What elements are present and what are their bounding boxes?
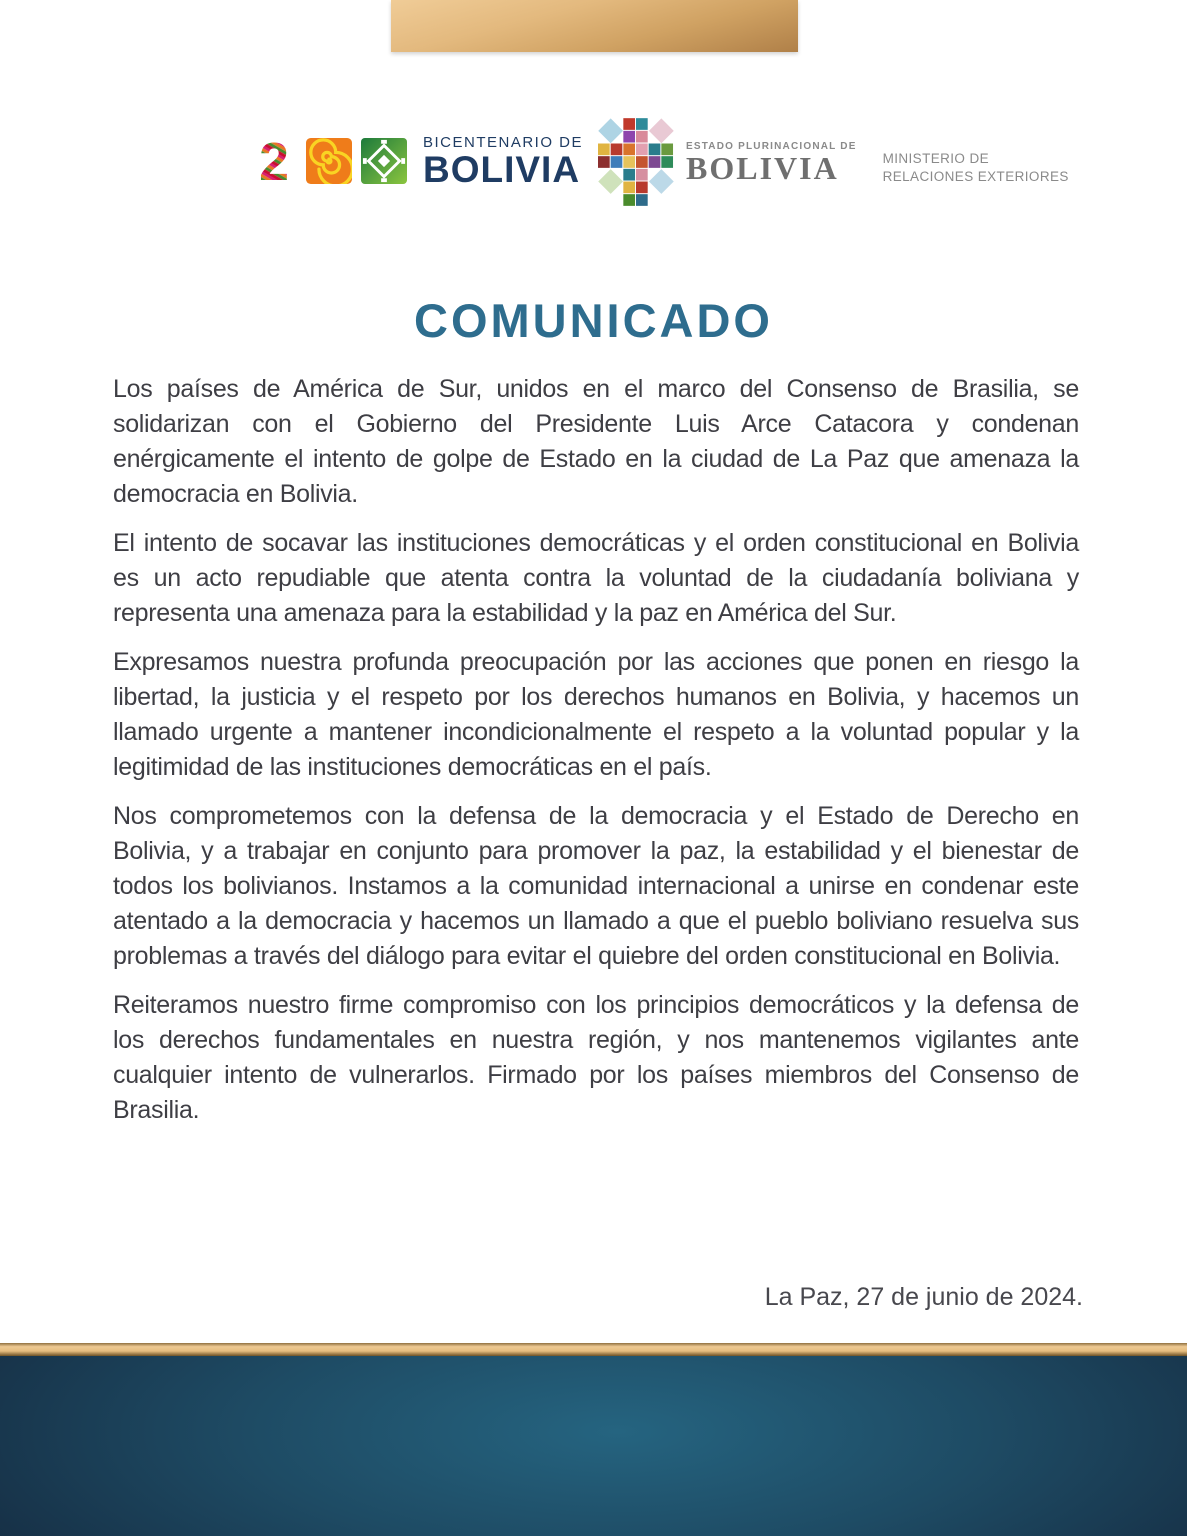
paragraph-3: Expresamos nuestra profunda preocupación por las acciones que ponen en riesgo la libertad, la justicia y el respeto por los derechos humanos en Bolivia, y hacemos un llamado urgente a mantener incondicionalmente el respeto a la voluntad popular y la legitimidad de las instituciones democráticas en el país. xyxy=(113,648,1079,781)
top-gold-bar xyxy=(391,0,798,52)
estado-plurinacional-logo xyxy=(598,118,1069,212)
footer-gold-line xyxy=(0,1343,1187,1356)
document-body xyxy=(113,372,1079,1142)
paragraph-4: Nos comprometemos con la defensa de la democracia y el Estado de Derecho en Bolivia, y a trabajar en conjunto para promover la paz, la estabilidad y el bienestar de todos los bolivianos. Instamos a la comunidad internacional a unirse en condenar este atentado a la democracia y hacemos un llamado a que el pueblo boliviano resuelva sus problemas a través del diálogo para evitar el quiebre del orden constitucional en Bolivia. xyxy=(113,802,1079,970)
ministry-label xyxy=(883,150,1069,186)
bicentenario-logo xyxy=(251,134,583,188)
estado-wordmark xyxy=(686,141,857,186)
page-title: COMUNICADO xyxy=(414,294,773,347)
ministry-line2: RELACIONES EXTERIORES xyxy=(882,169,1069,184)
dateline: La Paz, 27 de junio de 2024. xyxy=(764,1283,1083,1311)
ministry-line1: MINISTERIO DE xyxy=(882,150,990,166)
bicentenario-wordmark xyxy=(423,134,583,188)
paragraph-1: Los países de América de Sur, unidos en el marco del Consenso de Brasilia, se solidarizan con el Gobierno del Presidente Luis Arce Catacora y condenan enérgicamente el intento de golpe de Estado en la ciudad de La Paz que amenaza la democracia en Bolivia. xyxy=(113,375,1079,508)
svg-text:2: 2 xyxy=(259,138,289,184)
footer-blue-band xyxy=(0,1356,1187,1536)
estado-plurinacional-label: ESTADO PLURINACIONAL DE xyxy=(686,140,857,152)
estado-bolivia-label: BOLIVIA xyxy=(686,149,839,186)
paragraph-2: El intento de socavar las instituciones democráticas y el orden constitucional en Bolivia es un acto repudiable que atenta contra la voluntad de la ciudadanía boliviana y representa una amenaza para la estabilidad y la paz en América del Sur. xyxy=(113,529,1079,627)
paragraph-5: Reiteramos nuestro firme compromiso con los principios democráticos y la defensa de los derechos fundamentales en nuestra región, y nos mantenemos vigilantes ante cualquier intento de vulnerarlos. Firmado por los países miembros del Consenso de Brasilia. xyxy=(113,991,1079,1124)
chakana-green-icon xyxy=(361,138,407,184)
bicentenario-bolivia-label: BOLIVIA xyxy=(423,149,581,190)
chakana-mosaic-icon xyxy=(598,118,674,212)
bicentenario-label: BICENTENARIO DE xyxy=(423,134,584,151)
spiral-icon xyxy=(306,138,352,184)
bicentenario-2-icon xyxy=(251,138,297,184)
